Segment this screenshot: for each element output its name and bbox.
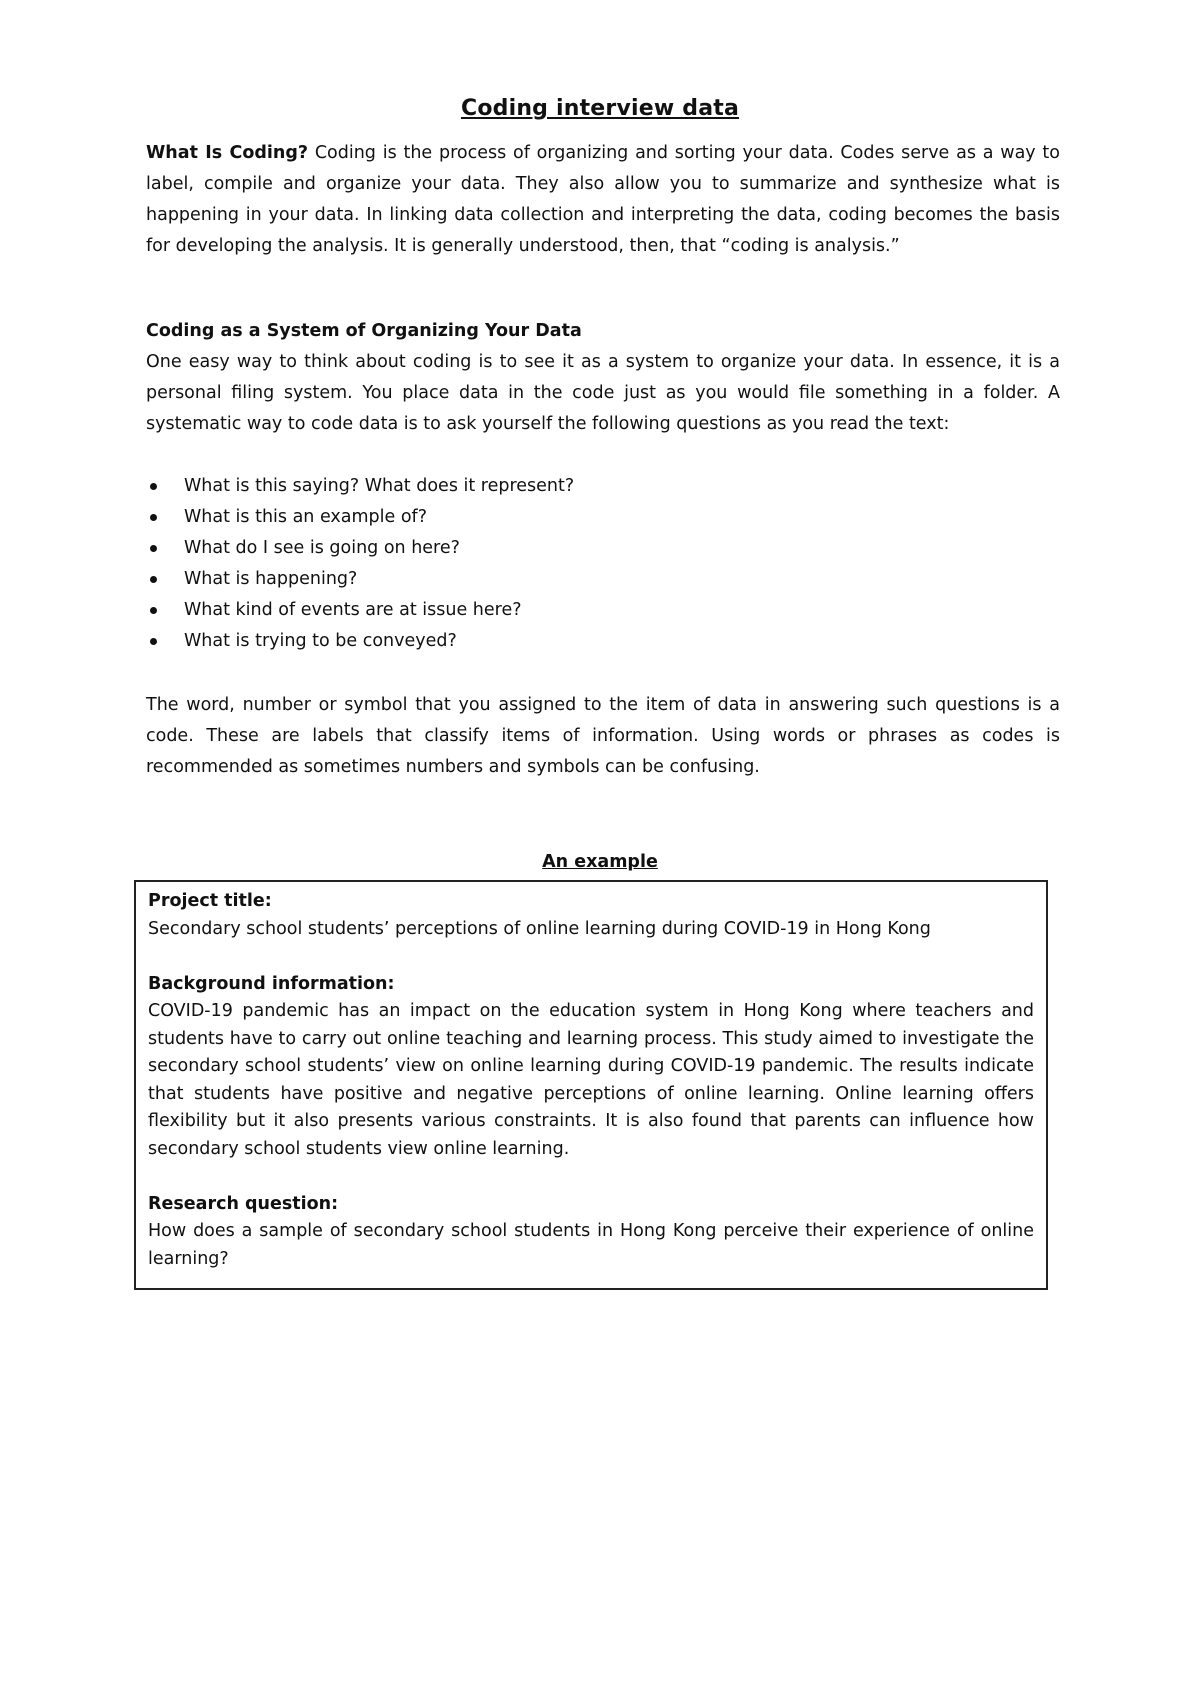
list-item-text: What is this an example of? bbox=[184, 507, 428, 527]
project-title-text: Secondary school students’ perceptions of online learning during COVID-19 in Hong Kong bbox=[148, 918, 931, 939]
list-item bbox=[146, 533, 1046, 564]
intro-text: Coding is the process of organizing and sorting your data. Codes serve as a way to label, compile and organize your data. They also allow you to summarize and synthesize what is happening in your data. In linking data collection and interpreting the data, coding becomes the basis for developing the analysis. It is generally understood, then, that “coding is analysis.” bbox=[146, 143, 1060, 256]
project-title-label: Project title: bbox=[148, 891, 272, 911]
background-text: COVID-19 pandemic has an impact on the education system in Hong Kong where teachers and students have to carry out online teaching and learning process. This study aimed to investigate the secondary school students’ view on online learning during COVID-19 pandemic. The results indicate that students have positive and negative perceptions of online learning. Online learning offers flexibility but it also presents various constraints. It is also found that parents can influence how secondary school students view online learning. bbox=[148, 1001, 1034, 1159]
list-item bbox=[146, 626, 1046, 657]
background-label: Background information: bbox=[148, 973, 395, 994]
example-heading: An example bbox=[542, 852, 658, 872]
intro-lead: What Is Coding? bbox=[146, 143, 309, 163]
bullet-icon bbox=[150, 576, 157, 583]
list-item bbox=[146, 502, 1046, 533]
intro-paragraph bbox=[146, 138, 1060, 262]
research-question-label: Research question: bbox=[148, 1193, 339, 1214]
bullet-icon bbox=[150, 607, 157, 614]
page-title: Coding interview data bbox=[460, 96, 740, 121]
bullet-icon bbox=[150, 638, 157, 645]
list-item-text: What kind of events are at issue here? bbox=[184, 600, 522, 620]
questions-list bbox=[146, 471, 1046, 657]
spacer bbox=[148, 943, 1034, 971]
bullet-icon bbox=[150, 483, 157, 490]
section-text: One easy way to think about coding is to see it as a system to organize your data. In essence, it is a personal filing system. You place data in the code just as you would file something in a folder. A systematic way to code data is to ask yourself the following questions as you read the text: bbox=[146, 352, 1060, 434]
bullet-icon bbox=[150, 545, 157, 552]
list-item-text: What is trying to be conveyed? bbox=[184, 631, 457, 651]
list-item bbox=[146, 471, 1046, 502]
conclusion-paragraph: The word, number or symbol that you assigned to the item of data in answering such questions is a code. These are labels that classify items of information. Using words or phrases as codes is recommended as sometimes numbers and symbols can be confusing. bbox=[146, 695, 1060, 777]
list-item-text: What is happening? bbox=[184, 569, 358, 589]
section-paragraph bbox=[146, 316, 1060, 440]
list-item bbox=[146, 595, 1046, 626]
spacer bbox=[148, 1163, 1034, 1191]
list-item-text: What is this saying? What does it represent? bbox=[184, 476, 575, 496]
list-item bbox=[146, 564, 1046, 595]
example-box bbox=[134, 880, 1048, 1290]
research-question-text: How does a sample of secondary school students in Hong Kong perceive their experience of online learning? bbox=[148, 1221, 1034, 1269]
bullet-icon bbox=[150, 514, 157, 521]
list-item-text: What do I see is going on here? bbox=[184, 538, 460, 558]
section-heading: Coding as a System of Organizing Your Data bbox=[146, 321, 582, 341]
